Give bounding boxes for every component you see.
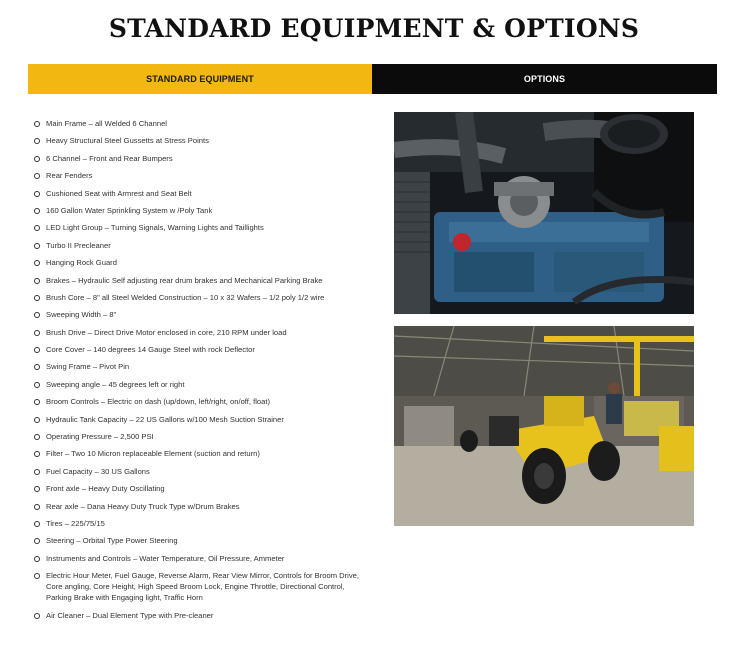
- equipment-item-text: Rear Fenders: [46, 171, 93, 181]
- circle-outline-icon: [34, 121, 40, 127]
- equipment-item-text: Swing Frame – Pivot Pin: [46, 362, 130, 372]
- equipment-list-item: [34, 118, 364, 129]
- equipment-list-item: [34, 361, 364, 372]
- equipment-list-item: [34, 518, 364, 529]
- circle-outline-icon: [34, 173, 40, 179]
- equipment-list-item: [34, 327, 364, 338]
- circle-outline-icon: [34, 469, 40, 475]
- equipment-item-text: Sweeping Width – 8": [46, 310, 117, 320]
- equipment-list-item: [34, 414, 364, 425]
- circle-outline-icon: [34, 295, 40, 301]
- equipment-tabs: [28, 64, 717, 94]
- equipment-list-item: [34, 153, 364, 164]
- equipment-item-text: Main Frame – all Welded 6 Channel: [46, 119, 167, 128]
- circle-outline-icon: [34, 347, 40, 353]
- equipment-list-item: [34, 170, 364, 181]
- equipment-item-text: Operating Pressure – 2,500 PSI: [46, 432, 154, 442]
- equipment-list-item: [34, 135, 364, 146]
- equipment-list-item: [34, 188, 364, 199]
- equipment-list-item: [34, 257, 364, 268]
- circle-outline-icon: [34, 208, 40, 214]
- circle-outline-icon: [34, 156, 40, 162]
- circle-outline-icon: [34, 278, 40, 284]
- equipment-item-text: Cushioned Seat with Armrest and Seat Belt: [46, 188, 192, 198]
- equipment-item-text: Brush Drive – Direct Drive Motor enclosed in core, 210 RPM under load: [46, 327, 287, 337]
- circle-outline-icon: [34, 260, 40, 266]
- standard-equipment-list: [34, 118, 364, 627]
- circle-outline-icon: [34, 434, 40, 440]
- equipment-list-item: [34, 205, 364, 216]
- circle-outline-icon: [34, 225, 40, 231]
- equipment-item-text: Steering – Orbital Type Power Steering: [46, 536, 178, 546]
- equipment-list-item: [34, 222, 364, 233]
- equipment-item-text: Electric Hour Meter, Fuel Gauge, Reverse Alarm, Rear View Mirror, Controls for Broom Drive, Core angling, Core Height, High Speed Broom Lock, Engine Throttle, Directional Control, Parking Brake with Engaging light, Traffic Horn: [46, 571, 359, 603]
- equipment-list-item: [34, 553, 364, 564]
- circle-outline-icon: [34, 191, 40, 197]
- equipment-list-item: [34, 309, 364, 320]
- equipment-item-text: Broom Controls – Electric on dash (up/down, left/right, on/off, float): [46, 397, 270, 407]
- equipment-item-text: Hydraulic Tank Capacity – 22 US Gallons w/100 Mesh Suction Strainer: [46, 414, 284, 424]
- shop-floor-photo: [394, 326, 694, 526]
- equipment-item-text: Core Cover – 140 degrees 14 Gauge Steel with rock Deflector: [46, 345, 255, 355]
- circle-outline-icon: [34, 451, 40, 457]
- equipment-list-item: [34, 483, 364, 494]
- equipment-item-text: 160 Gallon Water Sprinkling System w /Poly Tank: [46, 205, 213, 215]
- equipment-list-item: [34, 501, 364, 512]
- circle-outline-icon: [34, 573, 40, 579]
- equipment-list-item: [34, 431, 364, 442]
- equipment-list-item: [34, 240, 364, 251]
- equipment-item-text: Front axle – Heavy Duty Oscillating: [46, 484, 165, 494]
- equipment-item-text: Instruments and Controls – Water Temperature, Oil Pressure, Ammeter: [46, 553, 285, 563]
- equipment-item-text: Heavy Structural Steel Gussetts at Stress Points: [46, 136, 209, 146]
- engine-photo-illustration: [394, 112, 694, 314]
- equipment-item-text: Tires – 225/75/15: [46, 518, 105, 528]
- equipment-item-text: Filter – Two 10 Micron replaceable Element (suction and return): [46, 449, 260, 459]
- equipment-item-text: Rear axle – Dana Heavy Duty Truck Type w/Drum Brakes: [46, 501, 240, 511]
- circle-outline-icon: [34, 417, 40, 423]
- tab-standard-equipment[interactable]: STANDARD EQUIPMENT: [28, 64, 372, 94]
- equipment-list-item: [34, 344, 364, 355]
- equipment-item-text: Fuel Capacity – 30 US Gallons: [46, 466, 150, 476]
- equipment-item-text: Sweeping angle – 45 degrees left or right: [46, 379, 185, 389]
- circle-outline-icon: [34, 486, 40, 492]
- tab-options[interactable]: OPTIONS: [372, 64, 717, 94]
- equipment-item-text: Hanging Rock Guard: [46, 258, 117, 268]
- circle-outline-icon: [34, 138, 40, 144]
- circle-outline-icon: [34, 538, 40, 544]
- circle-outline-icon: [34, 521, 40, 527]
- circle-outline-icon: [34, 330, 40, 336]
- equipment-item-text: 6 Channel – Front and Rear Bumpers: [46, 153, 173, 163]
- circle-outline-icon: [34, 504, 40, 510]
- equipment-list-item: [34, 292, 364, 303]
- equipment-list-item: [34, 275, 364, 286]
- equipment-item-text: Turbo II Precleaner: [46, 240, 111, 250]
- equipment-item-text: Brakes – Hydraulic Self adjusting rear drum brakes and Mechanical Parking Brake: [46, 275, 323, 285]
- equipment-list-item: [34, 448, 364, 459]
- circle-outline-icon: [34, 399, 40, 405]
- equipment-item-text: Air Cleaner – Dual Element Type with Pre-cleaner: [46, 610, 214, 620]
- equipment-list-item: [34, 396, 364, 407]
- page-title: STANDARD EQUIPMENT & OPTIONS: [108, 14, 640, 43]
- equipment-list-item: [34, 466, 364, 477]
- circle-outline-icon: [34, 556, 40, 562]
- equipment-list-item: [34, 610, 364, 621]
- circle-outline-icon: [34, 243, 40, 249]
- equipment-list-item: [34, 379, 364, 390]
- equipment-item-text: LED Light Group – Turning Signals, Warning Lights and Taillights: [46, 223, 264, 233]
- circle-outline-icon: [34, 312, 40, 318]
- circle-outline-icon: [34, 613, 40, 619]
- shop-floor-photo-illustration: [394, 326, 694, 526]
- circle-outline-icon: [34, 382, 40, 388]
- engine-photo: [394, 112, 694, 314]
- equipment-item-text: Brush Core – 8" all Steel Welded Construction – 10 x 32 Wafers – 1/2 poly 1/2 wire: [46, 292, 325, 302]
- circle-outline-icon: [34, 364, 40, 370]
- equipment-list-item: [34, 535, 364, 546]
- equipment-list-item: [34, 570, 364, 603]
